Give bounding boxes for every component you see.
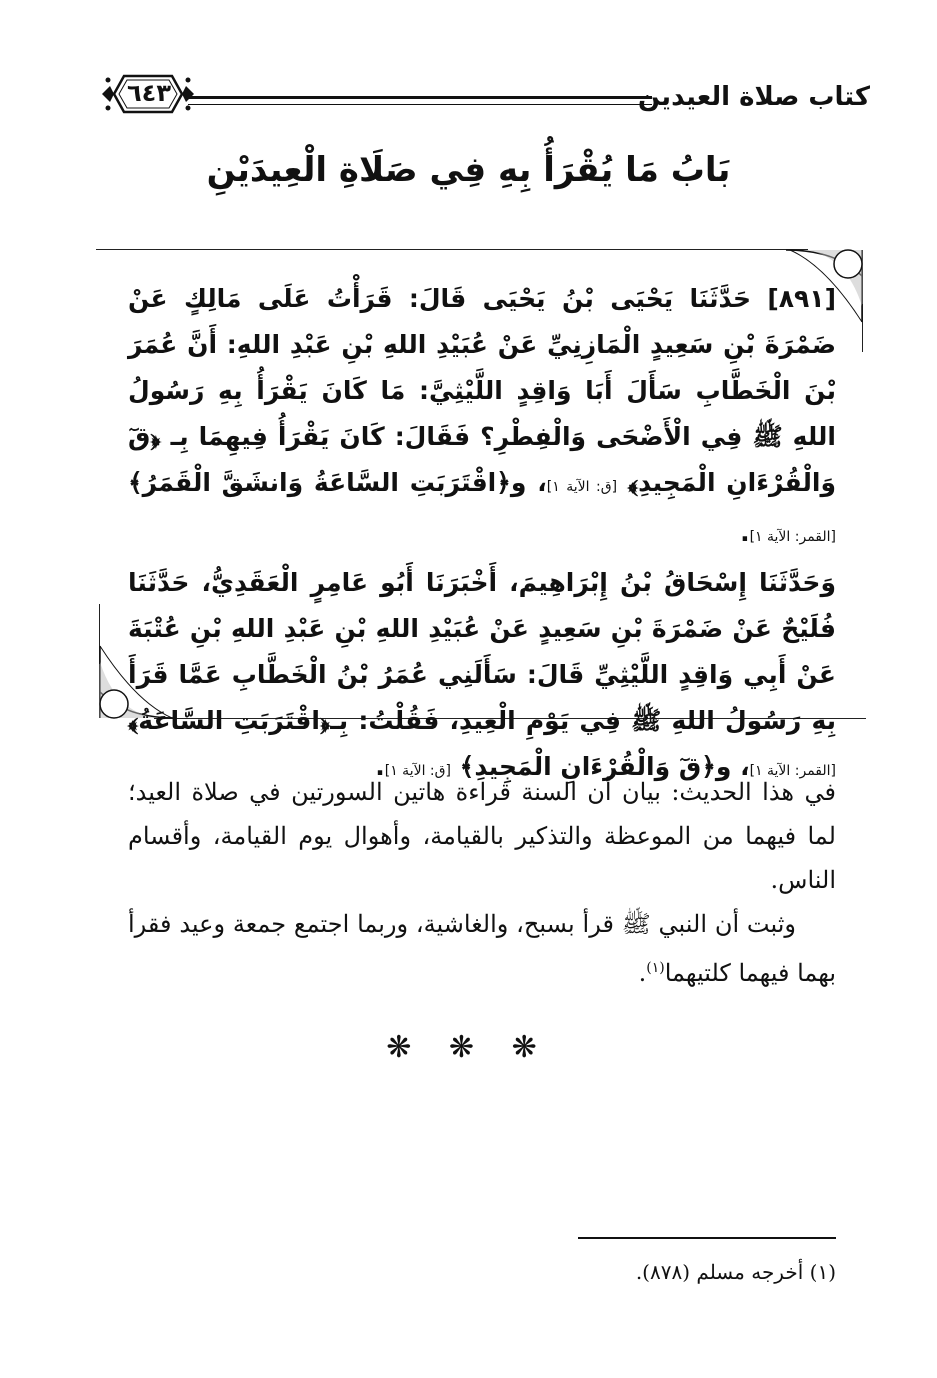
section-separator: ❋ ❋ ❋ bbox=[386, 1030, 551, 1065]
hadith-text bbox=[128, 276, 836, 794]
hadith-text-segment: ، و﴿اقْتَرَبَتِ السَّاعَةُ وَانشَقَّ الْقَمَرُ﴾ bbox=[128, 468, 547, 497]
chapter-title: بَابُ مَا يُقْرَأُ بِهِ فِي صَلَاةِ الْعِيدَيْنِ bbox=[206, 150, 731, 190]
header-rule bbox=[188, 96, 652, 105]
verse-reference: [ق: الآية ١] bbox=[546, 479, 618, 495]
footnote: (١) أخرجه مسلم (٨٧٨). bbox=[635, 1260, 836, 1284]
frame-line-top bbox=[96, 249, 808, 250]
footnote-rule bbox=[578, 1237, 836, 1239]
verse-reference: [القمر: الآية ١] bbox=[749, 763, 836, 779]
commentary-paragraph bbox=[128, 902, 836, 995]
hadith-paragraph bbox=[128, 276, 836, 560]
book-title: كتاب صلاة العيدين bbox=[637, 82, 870, 112]
hadith-text-segment: وَحَدَّثَنَا إِسْحَاقُ بْنُ إِبْرَاهِيمَ، أَخْبَرَنَا أَبُو عَامِرٍ الْعَقَدِيُّ، حَدَّثَنَا فُلَيْحٌ عَنْ ضَمْرَةَ بْنِ سَعِيدٍ عَنْ عُبَيْدِ اللهِ بْنِ عَبْدِ اللهِ بْنِ عُتْبَةَ عَنْ أَبِي وَاقِدٍ اللَّيْثِيِّ قَالَ: سَأَلَنِي عُمَرُ بْنُ الْخَطَّابِ عَمَّا قَرَأَ بِهِ رَسُولُ اللهِ ﷺ فِي يَوْمِ الْعِيدِ، فَقُلْتُ: بِـ﴿اقْتَرَبَتِ السَّاعَةُ﴾ bbox=[128, 568, 836, 735]
hadith-text-segment: ، و﴿قٓ وَالْقُرْءَانِ الْمَجِيدِ﴾ bbox=[459, 752, 750, 781]
commentary-paragraph: في هذا الحديث: بيان أن السنة قراءة هاتين السورتين في صلاة العيد؛ لما فيهما من الموعظة والتذكير بالقيامة، وأهوال يوم القيامة، وأقسام الناس. bbox=[128, 778, 836, 894]
running-header bbox=[100, 70, 870, 120]
hadith-text-segment: [٨٩١] حَدَّثَنَا يَحْيَى بْنُ يَحْيَى قَالَ: قَرَأْتُ عَلَى مَالِكٍ عَنْ ضَمْرَةَ بْنِ سَعِيدٍ الْمَازِنِيِّ عَنْ عُبَيْدِ اللهِ بْنِ عَبْدِ اللهِ: أَنَّ عُمَرَ بْنَ الْخَطَّابِ سَأَلَ أَبَا وَاقِدٍ اللَّيْثِيَّ: مَا كَانَ يَقْرَأُ بِهِ رَسُولُ اللهِ ﷺ فِي الْأَضْحَى وَالْفِطْرِ؟ فَقَالَ: كَانَ يَقْرَأُ فِيهِمَا بِـ ﴿قٓ وَالْقُرْءَانِ الْمَجِيدِ﴾ bbox=[128, 284, 837, 497]
verse-reference: [القمر: الآية ١] bbox=[749, 529, 836, 545]
punctuation: . bbox=[638, 959, 647, 987]
commentary-text: وثبت أن النبي ﷺ قرأ بسبح، والغاشية، وربما اجتمع جمعة وعيد فقرأ بهما فيهما كلتيهما bbox=[128, 910, 836, 987]
footnote-marker[interactable]: (١) bbox=[646, 960, 665, 976]
punctuation: . bbox=[740, 518, 750, 547]
punctuation: . bbox=[375, 752, 385, 781]
commentary bbox=[128, 770, 836, 995]
verse-reference: [ق: الآية ١] bbox=[384, 763, 451, 779]
hadith-paragraph bbox=[128, 560, 836, 794]
page-number: ٦٤٣ bbox=[127, 79, 171, 107]
